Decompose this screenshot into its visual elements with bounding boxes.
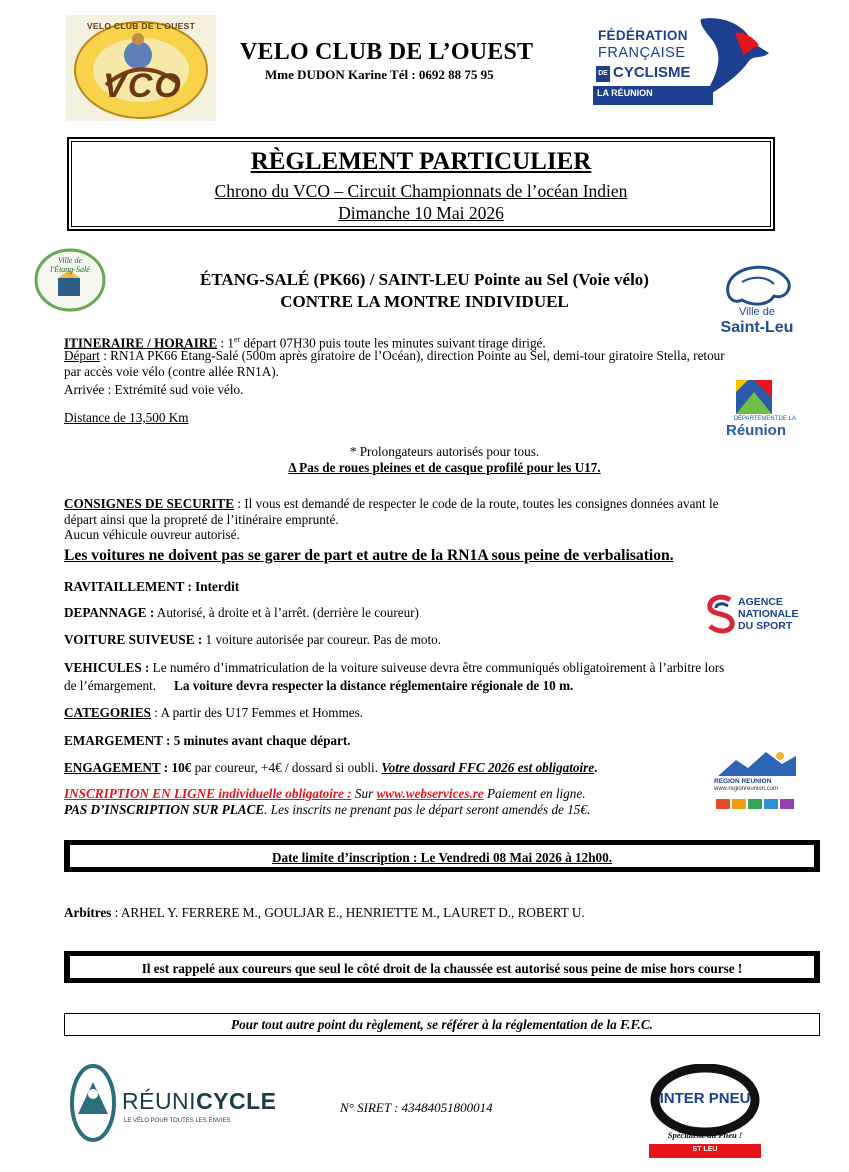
securite-warning: Les voitures ne doivent pas se garer de part et autre de la RN1A sous peine de verbalisation. bbox=[64, 547, 674, 564]
club-name: VELO CLUB DE L’OUEST bbox=[240, 39, 534, 65]
event-route: ÉTANG-SALÉ (PK66) / SAINT-LEU Pointe au Sel (Voie vélo) bbox=[200, 270, 649, 289]
depart-line: Départ : RN1A PK66 Étang-Salé (500m après giratoire de l’Océan), direction Pointe au Sel, demi-tour giratoire Stella, retour bbox=[64, 348, 725, 363]
ffc-de: DE bbox=[596, 66, 610, 82]
reunicycle-logo bbox=[70, 1064, 277, 1142]
prolongateurs-line: * Prolongateurs autorisés pour tous. bbox=[349, 444, 540, 459]
categories-line: CATEGORIES : A partir des U17 Femmes et Hommes. bbox=[64, 705, 364, 720]
interpneu-name: INTER PNEU bbox=[659, 1090, 751, 1107]
club-logo-vco: VCO bbox=[103, 67, 183, 105]
securite-line-3: Aucun véhicule ouvreur autorisé. bbox=[64, 527, 240, 542]
vehicules-label: VEHICULES : bbox=[64, 660, 150, 675]
webservices-link[interactable]: www.webservices.re bbox=[376, 786, 484, 801]
page-title: RÈGLEMENT PARTICULIER bbox=[250, 148, 592, 175]
depannage-label: DEPANNAGE : bbox=[64, 605, 155, 620]
rappel-box bbox=[64, 951, 820, 983]
interpneu-footer: ST LEU bbox=[692, 1146, 718, 1153]
interpneu-tagline: Spécialiste du Pneu ! bbox=[667, 1130, 743, 1140]
ffc-line3: CYCLISME bbox=[613, 64, 691, 81]
inscription-online: INSCRIPTION EN LIGNE individuelle obligatoire : bbox=[64, 786, 352, 801]
departement-line1: DÉPARTEMENT bbox=[733, 416, 779, 422]
siret-text: N° SIRET : 43484051800014 bbox=[340, 1100, 493, 1115]
ffc-line2: FRANÇAISE bbox=[598, 45, 686, 61]
club-contact: Mme DUDON Karine Tél : 0692 88 75 95 bbox=[265, 67, 494, 82]
arbitres-line: Arbitres : ARHEL Y. FERRERE M., GOULJAR E., HENRIETTE M., LAURET D., ROBERT U. bbox=[64, 905, 585, 920]
arrivee-line: Arrivée : Extrémité sud voie vélo. bbox=[64, 382, 244, 397]
reunicycle-name: RÉUNICYCLE bbox=[122, 1088, 277, 1114]
itineraire-label: ITINERAIRE / HORAIRE bbox=[64, 335, 218, 351]
ffc-line1: FÉDÉRATION bbox=[598, 28, 688, 43]
date-limite-text: Date limite d’inscription : Le Vendredi 08 Mai 2026 à 12h00. bbox=[271, 850, 613, 865]
etang-sale-logo-line2: l'Étang-Salé bbox=[50, 265, 90, 274]
engagement-line: ENGAGEMENT : 10€ par coureur, +4€ / dossard si oubli. Votre dossard FFC 2026 est obligatoire. bbox=[64, 760, 598, 775]
engagement-label: ENGAGEMENT bbox=[64, 760, 161, 775]
securite-label: CONSIGNES DE SECURITE bbox=[64, 496, 235, 511]
event-type: CONTRE LA MONTRE INDIVIDUEL bbox=[280, 292, 569, 311]
vehicules-distance: La voiture devra respecter la distance réglementaire régionale de 10 m. bbox=[174, 678, 574, 693]
inscription-line-2: PAS D’INSCRIPTION SUR PLACE. Les inscrits ne prenant pas le départ seront amendés de 15€. bbox=[64, 802, 591, 817]
securite-line-2: départ ainsi que la propreté de l’itinéraire emprunté. bbox=[64, 512, 339, 527]
interpneu-logo bbox=[645, 1064, 765, 1158]
ans-line3: DU SPORT bbox=[738, 620, 793, 632]
securite-line-1: CONSIGNES DE SECURITE : Il vous est demandé de respecter le code de la route, toutes les consignes données avant le bbox=[64, 496, 719, 511]
arbitres-label: Arbitres bbox=[64, 905, 112, 920]
departement-line2: DE LA bbox=[778, 416, 796, 422]
distance-line: Distance de 13,500 Km bbox=[64, 410, 189, 425]
saint-leu-logo bbox=[712, 256, 802, 340]
ravitaillement-line: RAVITAILLEMENT : Interdit bbox=[64, 579, 240, 594]
no-onsite-registration: PAS D’INSCRIPTION SUR PLACE bbox=[64, 802, 265, 817]
depannage-line: DEPANNAGE : Autorisé, à droite et à l’arrêt. (derrière le coureur) bbox=[64, 605, 419, 620]
page-subtitle: Chrono du VCO – Circuit Championnats de l’océan Indien bbox=[214, 181, 628, 201]
region-line2: www.regionreunion.com bbox=[714, 786, 779, 792]
emargement-line: EMARGEMENT : 5 minutes avant chaque départ. bbox=[64, 733, 351, 748]
roues-line: Δ Pas de roues pleines et de casque profilé pour les U17. bbox=[288, 460, 601, 475]
vehicules-line-1: VEHICULES : Le numéro d’immatriculation de la voiture suiveuse devra être communiqués obligatoirement à l’arbitre lors bbox=[64, 660, 725, 675]
ans-line2: NATIONALE bbox=[738, 608, 799, 620]
title-box bbox=[67, 137, 775, 231]
reglement-ffc-box bbox=[64, 1013, 820, 1036]
reunicycle-tagline: LE VÉLO POUR TOUTES LES ENVIES bbox=[124, 1118, 231, 1124]
dossard-required: Votre dossard FFC 2026 est obligatoire bbox=[381, 760, 595, 775]
voiture-suiveuse-label: VOITURE SUIVEUSE : bbox=[64, 632, 203, 647]
event-date: Dimanche 10 Mai 2026 bbox=[338, 203, 504, 223]
inscription-line-1: INSCRIPTION EN LIGNE individuelle obligatoire : Sur www.webservices.re Paiement en ligne. bbox=[64, 786, 586, 801]
region-color-bar bbox=[716, 796, 796, 806]
vehicules-line-2: de l’émargement. La voiture devra respecter la distance réglementaire régionale de 10 m. bbox=[64, 678, 574, 693]
region-line1: REGION REUNION bbox=[714, 778, 772, 785]
date-limite-box bbox=[64, 840, 820, 872]
club-logo bbox=[66, 15, 216, 121]
categories-label: CATEGORIES bbox=[64, 705, 151, 720]
rappel-text: Il est rappelé aux coureurs que seul le côté droit de la chaussée est autorisé sous peine de mise hors course ! bbox=[141, 961, 743, 976]
depart-label: Départ bbox=[64, 348, 100, 363]
departement-line3: Réunion bbox=[726, 422, 786, 439]
reglement-ffc-text: Pour tout autre point du règlement, se référer à la réglementation de la F.F.C. bbox=[231, 1017, 653, 1032]
ans-line1: AGENCE bbox=[738, 596, 783, 608]
voiture-suiveuse-line: VOITURE SUIVEUSE : 1 voiture autorisée par coureur. Pas de moto. bbox=[64, 632, 442, 647]
saint-leu-line2: Saint-Leu bbox=[720, 319, 794, 336]
club-logo-ring-text: VELO CLUB DE L'OUEST bbox=[86, 21, 196, 31]
saint-leu-line1: Ville de bbox=[739, 306, 775, 318]
etang-sale-logo-line1: Ville de bbox=[57, 256, 83, 265]
itineraire-line: ITINERAIRE / HORAIRE : 1er départ 07H30 puis toute les minutes suivant tirage dirigé. bbox=[64, 335, 546, 351]
region-reunion-logo bbox=[714, 748, 800, 810]
depart-line-2: par accès voie vélo (contre allée RN1A). bbox=[64, 364, 279, 379]
ffc-logo bbox=[593, 15, 778, 107]
ffc-line4: LA RÉUNION bbox=[593, 86, 713, 101]
